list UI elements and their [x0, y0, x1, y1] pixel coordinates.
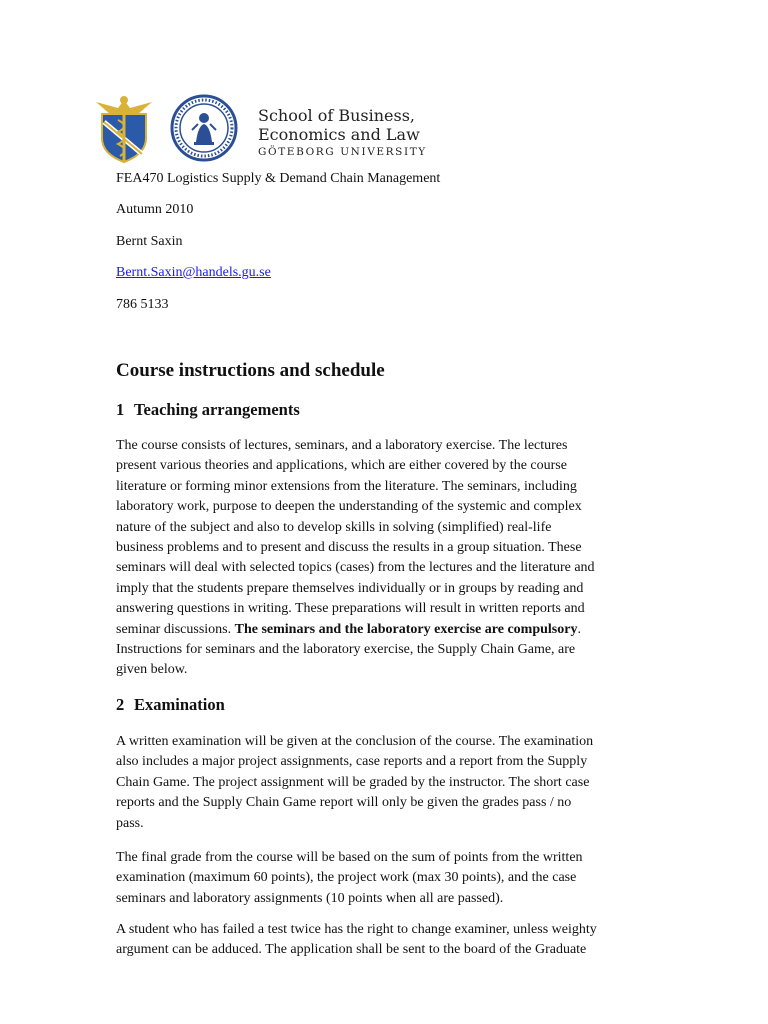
- section-number: 1: [116, 400, 125, 419]
- school-header: [88, 92, 427, 164]
- paragraph-line: seminars and laboratory assignments (10 points when all are passed).: [116, 890, 504, 906]
- course-title: FEA470 Logistics Supply & Demand Chain Management: [116, 171, 441, 186]
- paragraph-line: laboratory work, purpose to deepen the understanding of the systemic and complex: [116, 499, 582, 515]
- paragraph-line: imply that the students prepare themselves individually or in groups by reading and: [116, 580, 584, 596]
- section-heading-teaching: [116, 400, 300, 420]
- compulsory-notice: The seminars and the laboratory exercise are compulsory: [234, 621, 578, 637]
- paragraph-line: reports and the Supply Chain Game report will only be given the grades pass / no: [116, 795, 572, 811]
- line-text: .: [577, 621, 581, 637]
- paragraph-line: pass.: [116, 815, 144, 831]
- paragraph-line: answering questions in writing. These preparations will result in written reports and: [116, 601, 585, 617]
- examination-paragraph-2: [116, 848, 656, 909]
- school-name-line2: Economics and Law: [258, 125, 420, 144]
- course-term: Autumn 2010: [116, 202, 194, 217]
- paragraph-line: A student who has failed a test twice has the right to change examiner, unless weighty: [116, 922, 597, 937]
- section-number: 2: [116, 695, 125, 714]
- school-crest-logo: [88, 92, 160, 164]
- instructor-name: Bernt Saxin: [116, 234, 183, 249]
- paragraph-line: examination (maximum 60 points), the project work (max 30 points), and the case: [116, 870, 577, 886]
- instructor-email-link[interactable]: Bernt.Saxin@handels.gu.se: [116, 265, 271, 280]
- university-name: GÖTEBORG UNIVERSITY: [258, 146, 427, 158]
- university-seal-logo: [170, 94, 238, 162]
- paragraph-line: [116, 620, 656, 640]
- examination-paragraph-1: [116, 732, 656, 834]
- paragraph-line: The final grade from the course will be based on the sum of points from the written: [116, 850, 583, 865]
- section-title: Teaching arrangements: [134, 400, 300, 419]
- paragraph-line: Chain Game. The project assignment will be graded by the instructor. The short case: [116, 774, 590, 790]
- instructor-phone: 786 5133: [116, 297, 169, 312]
- paragraph-line: also includes a major project assignments, case reports and a report from the Supply: [116, 754, 588, 770]
- paragraph-line: nature of the subject and also to develop skills in solving (simplified) real-life: [116, 519, 552, 535]
- paragraph-line: A written examination will be given at the conclusion of the course. The examination: [116, 734, 594, 749]
- paragraph-line: Instructions for seminars and the laboratory exercise, the Supply Chain Game, are: [116, 642, 576, 658]
- teaching-paragraph: [116, 436, 656, 681]
- school-name-line1: School of Business,: [258, 106, 416, 125]
- section-heading-examination: [116, 695, 225, 715]
- school-name: [258, 106, 427, 158]
- paragraph-line: present various theories and applications, which are either covered by the course: [116, 458, 567, 474]
- document-title: Course instructions and schedule: [116, 360, 385, 381]
- paragraph-line: seminars will deal with selected topics (cases) from the lectures and the literature and: [116, 560, 595, 576]
- paragraph-line: literature or forming minor extensions from the literature. The seminars, including: [116, 478, 577, 494]
- examination-paragraph-3: [116, 920, 656, 961]
- section-title: Examination: [134, 695, 225, 714]
- paragraph-line: business problems and to present and discuss the results in a group situation. These: [116, 540, 582, 556]
- paragraph-line: argument can be adduced. The application shall be sent to the board of the Graduate: [116, 942, 587, 958]
- line-text: seminar discussions.: [116, 621, 235, 637]
- paragraph-line: given below.: [116, 662, 188, 678]
- paragraph-line: The course consists of lectures, seminars, and a laboratory exercise. The lectures: [116, 438, 568, 453]
